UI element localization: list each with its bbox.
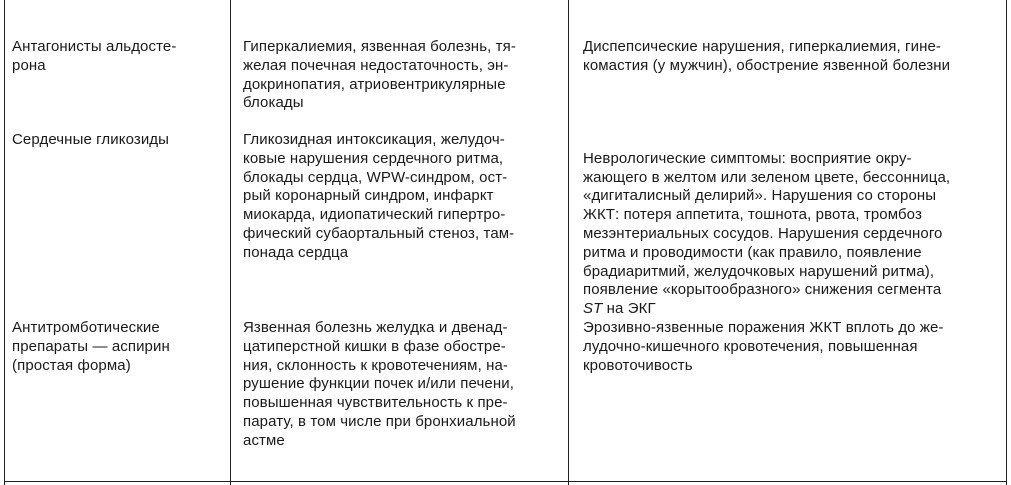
side-effects-tail: [583, 300, 1001, 319]
contraindications-cell: Гликозидная интоксикация, желудоч- ковые нарушения сердечного ритма, блокады сердца, WPW-синдром, ост- рый коронарный синдром, инфаркт миокарда, идиопатический гипертро- фический субаортальный стеноз, там- понада сердца: [243, 131, 515, 261]
contraindications-cell: Гиперкалиемия, язвенная болезнь, тя- желая почечная недостаточность, эн- докринопатия, атриовентрикулярные блокады: [243, 38, 516, 112]
column-divider-2: [568, 0, 569, 485]
drug-cell: Антитромботические препараты — аспирин (простая форма): [12, 319, 170, 374]
side-effects-tail-text: на ЭКГ: [602, 300, 656, 318]
side-effects-cell: Диспепсические нарушения, гиперкалиемия, гине- комастия (у мужчин), обострение язвенной болезни: [583, 38, 951, 74]
side-effects-cell: [583, 131, 1001, 338]
table-border-bottom: [4, 481, 1007, 482]
side-effects-text: Неврологические симптомы: восприятие окру- жающего в желтом или зеленом цвете, бессонница, «дигиталисный делирий». Нарушения со стороны ЖКТ: потеря аппетита, тошнота, рвота, тромбоз мезэнтериальных сосудов. Нарушения сердечного ритма и проводимости (как правило, появление брадиаритмий, желудочковых нарушений ритма), появление «корытообразного» снижения сегмента: [583, 149, 951, 299]
column-divider-1: [230, 0, 231, 485]
segment-label: ST: [583, 300, 603, 318]
contraindications-cell: Язвенная болезнь желудка и двенад- цатиперстной кишки в фазе обостре- ния, склонность к кровотечениям, на- рушение функции почек и/или печени, повышенная чувствительность к пре- парату, в том числе при бронхиальной астме: [243, 319, 516, 449]
table-border-right: [1006, 0, 1007, 485]
side-effects-cell: Эрозивно-язвенные поражения ЖКТ вплоть до же- лудочно-кишечного кровотечения, повышенная кровоточивость: [583, 319, 944, 374]
table-border-left: [4, 0, 5, 485]
drug-cell: Сердечные гликозиды: [12, 131, 170, 148]
drug-cell: Антагонисты альдосте- рона: [12, 38, 177, 74]
